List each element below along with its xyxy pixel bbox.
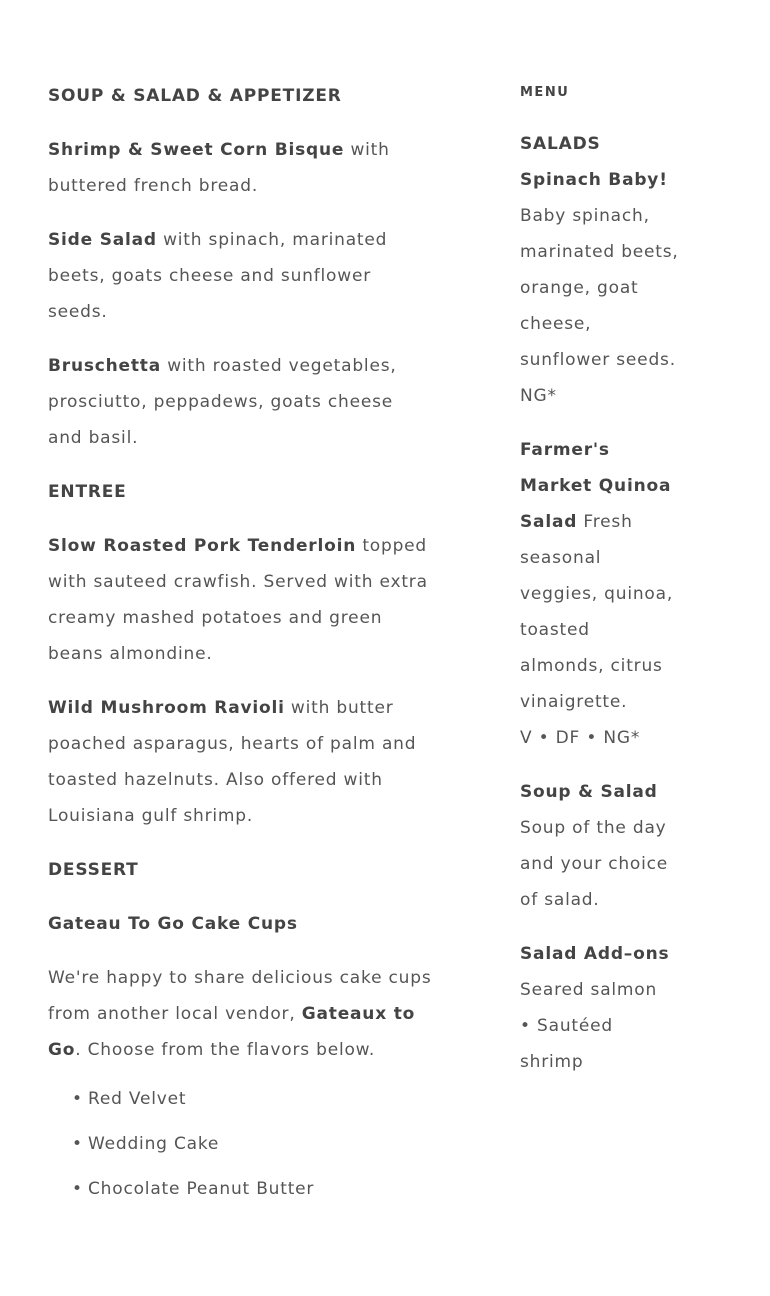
cake-intro-text: . Choose from the flavors below. — [75, 1040, 376, 1060]
menu-label: MENU — [520, 85, 570, 100]
menu-item-name: Bruschetta — [48, 356, 161, 376]
menu-item-side-salad — [48, 222, 433, 330]
sidebar-menu-column — [520, 78, 680, 1098]
menu-item-description: Seared salmon — [520, 980, 658, 1000]
menu-item-pork-tenderloin — [48, 528, 433, 672]
menu-item-salad-addons — [520, 936, 680, 1080]
cake-vendor-name: Gateaux to Go — [48, 1004, 416, 1060]
menu-item-soup-and-salad — [520, 774, 680, 918]
menu-item-name: Farmer's Market Quinoa Salad — [520, 440, 672, 532]
menu-item-name: Side Salad — [48, 230, 157, 250]
menu-item-name: Spinach Baby! — [520, 170, 668, 190]
dietary-tags: V • DF • NG* — [520, 728, 641, 748]
menu-item-name: Soup & Salad — [520, 782, 658, 802]
menu-item-quinoa-salad — [520, 432, 680, 756]
menu-item-description: with butter poached asparagus, hearts of palm and toasted hazelnuts. Also offered with Louisiana gulf shrimp. — [48, 698, 417, 826]
menu-item-description: with buttered french bread. — [48, 140, 390, 196]
list-item — [72, 1131, 433, 1158]
flavor-label: Chocolate Peanut Butter — [88, 1179, 315, 1199]
section-heading-soup-salad-appetizer: SOUP & SALAD & APPETIZER — [48, 86, 342, 106]
menu-item-spinach-baby — [520, 126, 680, 414]
menu-item-name: Salad Add–ons — [520, 944, 670, 964]
menu-item-name: Slow Roasted Pork Tenderloin — [48, 536, 357, 556]
menu-item-mushroom-ravioli — [48, 690, 433, 834]
menu-item-bisque — [48, 132, 433, 204]
menu-item-description: with spinach, marinated beets, goats cheese and sunflower seeds. — [48, 230, 388, 322]
menu-item-description: topped with sauteed crawfish. Served with extra creamy mashed potatoes and green beans almondine. — [48, 536, 428, 664]
main-menu-column — [48, 78, 433, 1221]
addon-option: • Sautéed shrimp — [520, 1016, 613, 1072]
section-heading-entree: ENTREE — [48, 482, 127, 502]
bullet-icon: • — [72, 1089, 83, 1109]
flavor-label: Red Velvet — [88, 1089, 187, 1109]
flavor-list — [48, 1086, 433, 1203]
cake-cups-title: Gateau To Go Cake Cups — [48, 914, 298, 934]
cake-intro-text: We're happy to share delicious cake cups from another local vendor, — [48, 968, 432, 1024]
menu-item-description: with roasted vegetables, prosciutto, peppadews, goats cheese and basil. — [48, 356, 397, 448]
bullet-icon: • — [72, 1179, 83, 1199]
list-item — [72, 1086, 433, 1113]
menu-item-description: Fresh seasonal veggies, quinoa, toasted almonds, citrus vinaigrette. — [520, 512, 674, 712]
flavor-label: Wedding Cake — [88, 1134, 220, 1154]
menu-item-description: Soup of the day and your choice of salad. — [520, 818, 669, 910]
menu-item-bruschetta — [48, 348, 433, 456]
section-heading-dessert: DESSERT — [48, 860, 139, 880]
cake-cups-intro — [48, 960, 433, 1068]
menu-item-description: Baby spinach, marinated beets, orange, goat cheese, sunflower seeds. NG* — [520, 206, 679, 406]
salads-heading: SALADS — [520, 134, 601, 154]
menu-item-name: Shrimp & Sweet Corn Bisque — [48, 140, 345, 160]
menu-item-name: Wild Mushroom Ravioli — [48, 698, 285, 718]
bullet-icon: • — [72, 1134, 83, 1154]
list-item — [72, 1176, 433, 1203]
